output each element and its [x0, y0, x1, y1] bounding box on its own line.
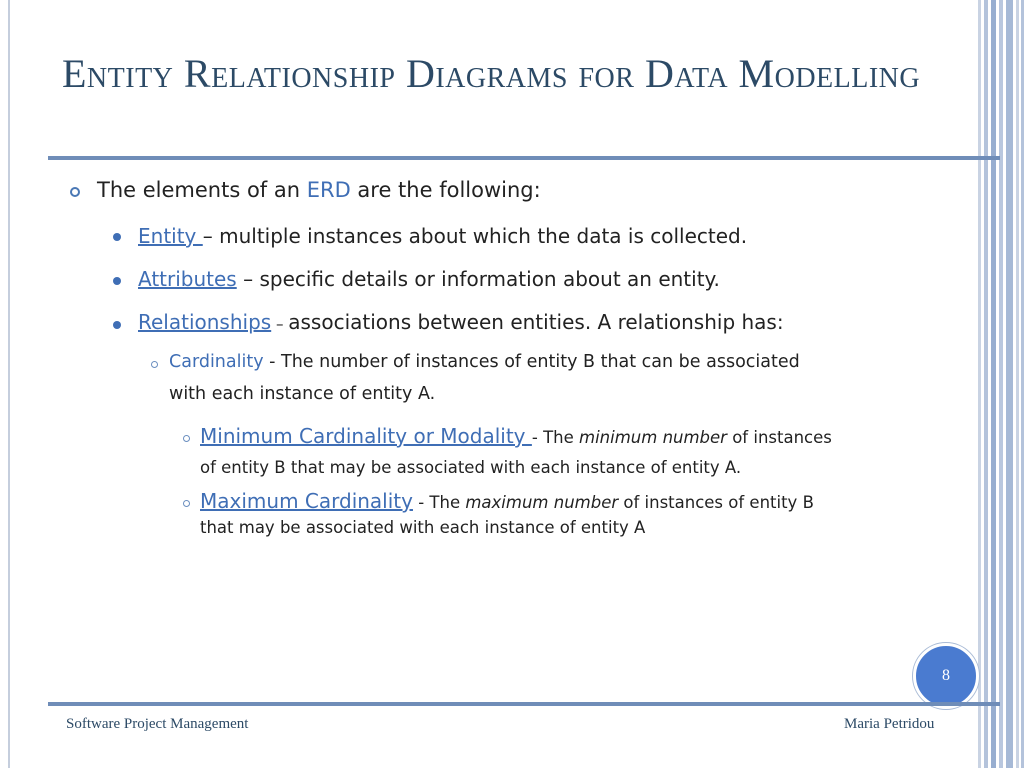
bullet-intro	[97, 178, 541, 202]
max-cardinality-link[interactable]: Maximum Cardinality	[200, 489, 413, 513]
cardinality-continuation: with each instance of entity A.	[169, 384, 436, 404]
min-cardinality-continuation: of entity B that may be associated with each instance of entity A.	[200, 458, 742, 477]
min-cardinality-definition: of instances	[726, 428, 832, 447]
ring-bullet-icon	[70, 187, 80, 197]
intro-text-end: are the following:	[350, 178, 541, 202]
bullet-min-cardinality	[200, 424, 832, 448]
relationships-link[interactable]: Relationships	[138, 310, 272, 334]
entity-definition: – multiple instances about which the data is collected.	[202, 224, 748, 248]
ring-bullet-icon	[183, 500, 190, 507]
cardinality-term: Cardinality	[169, 352, 264, 372]
min-number-emphasis: minimum number	[579, 428, 727, 447]
min-cardinality-dash: - The	[531, 428, 580, 447]
attributes-definition: – specific details or information about an entity.	[236, 267, 720, 291]
max-cardinality-continuation: that may be associated with each instance of entity A	[200, 518, 646, 537]
footer-course: Software Project Management	[66, 716, 249, 732]
page-number-badge: 8	[913, 643, 979, 709]
max-cardinality-dash: - The	[412, 493, 466, 512]
bullet-attributes	[138, 267, 720, 291]
footer-divider	[48, 702, 1000, 706]
bullet-entity	[138, 224, 747, 248]
erd-keyword: ERD	[306, 178, 351, 202]
relationships-dash: –	[271, 315, 289, 333]
attributes-link[interactable]: Attributes	[138, 267, 237, 291]
ring-bullet-icon	[183, 435, 190, 442]
max-cardinality-definition: of instances of entity B	[618, 493, 814, 512]
bullet-relationships	[138, 310, 784, 334]
slide-title: Entity Relationship Diagrams for Data Modelling	[62, 51, 921, 96]
footer-author: Maria Petridou	[844, 716, 935, 732]
dot-bullet-icon	[113, 277, 121, 285]
cardinality-definition: - The number of instances of entity B that can be associated	[263, 352, 800, 372]
dot-bullet-icon	[113, 233, 121, 241]
entity-link[interactable]: Entity	[138, 224, 203, 248]
intro-text: The elements of an	[97, 178, 307, 202]
dot-bullet-icon	[113, 321, 121, 329]
bullet-cardinality	[169, 352, 800, 372]
bullet-max-cardinality	[200, 489, 814, 513]
relationships-definition: associations between entities. A relationship has:	[288, 310, 784, 334]
max-number-emphasis: maximum number	[465, 493, 619, 512]
ring-bullet-icon	[151, 361, 158, 368]
min-cardinality-link[interactable]: Minimum Cardinality or Modality	[200, 424, 532, 448]
